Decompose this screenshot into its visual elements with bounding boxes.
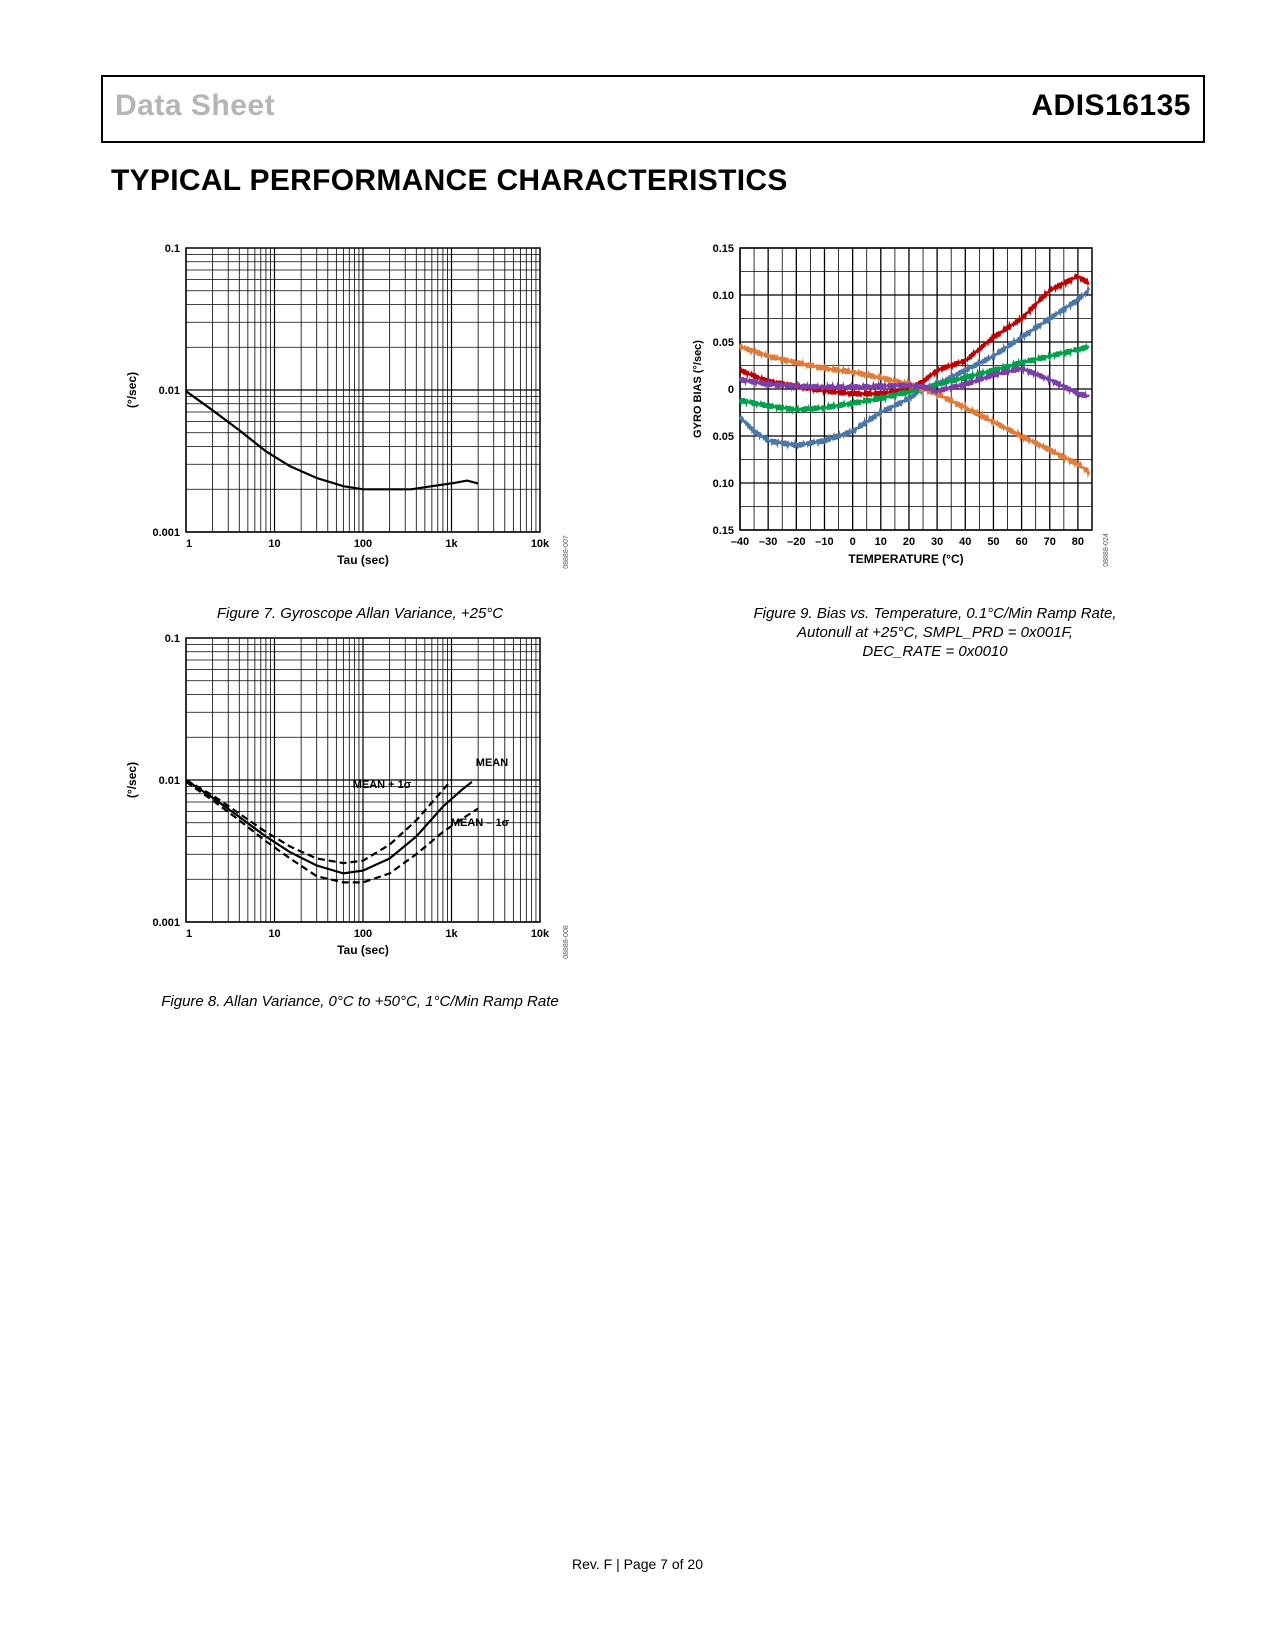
figure-8-chart [120, 630, 600, 985]
figure-7-caption: Figure 7. Gyroscope Allan Variance, +25°C [216, 605, 504, 622]
figure-9-caption [700, 604, 1170, 661]
x-tick-label: 1 [186, 538, 193, 550]
page-header [101, 75, 1205, 143]
y-tick-label: 0.01 [158, 385, 180, 397]
y-tick-label: 0.05 [712, 337, 734, 349]
x-axis-label: Tau (sec) [337, 553, 389, 567]
y-tick-label: 0.1 [164, 633, 180, 645]
y-tick-label: 0.15 [712, 525, 734, 537]
figure-9-chart [692, 240, 1170, 600]
figure-code: 08888-008 [563, 925, 570, 959]
y-tick-label: 0.05 [712, 431, 734, 443]
x-tick-label: 1k [445, 928, 458, 940]
x-tick-label: 80 [1071, 536, 1085, 548]
x-tick-label: 10 [268, 538, 281, 550]
y-tick-label: 0.1 [164, 243, 180, 255]
series-annotation: MEAN + 1σ [352, 779, 412, 791]
y-axis-label: (°/sec) [125, 371, 139, 409]
x-tick-label: 70 [1043, 536, 1056, 548]
series-line [740, 274, 1089, 396]
series-annotation: MEAN [475, 757, 509, 769]
series-line [740, 288, 1089, 448]
figure-9-caption-line-3: DEC_RATE = 0x0010 [862, 643, 1008, 660]
x-tick-label: 100 [353, 928, 373, 940]
x-tick-label: 10k [530, 928, 550, 940]
x-tick-label: 0 [849, 536, 856, 548]
page-footer: Rev. F | Page 7 of 20 [571, 1556, 703, 1572]
x-tick-label: 1 [186, 928, 193, 940]
y-tick-label: 0 [727, 384, 734, 396]
x-tick-label: 1k [445, 538, 458, 550]
x-tick-label: 100 [353, 538, 373, 550]
x-tick-label: 60 [1015, 536, 1028, 548]
x-tick-label: 10 [268, 928, 281, 940]
y-axis-label: GYRO BIAS (°/sec) [692, 340, 704, 438]
series-line [186, 391, 478, 489]
y-tick-label: 0.001 [152, 527, 180, 539]
header-doc-type: Data Sheet [115, 89, 276, 122]
x-tick-label: 50 [987, 536, 1000, 548]
series-line [186, 782, 478, 883]
y-tick-label: 0.10 [712, 478, 734, 490]
header-part-number: ADIS16135 [1031, 89, 1191, 122]
section-title: TYPICAL PERFORMANCE CHARACTERISTICS [111, 164, 788, 197]
y-tick-label: 0.10 [712, 290, 734, 302]
y-tick-label: 0.01 [158, 775, 180, 787]
figure-8-caption: Figure 8. Allan Variance, 0°C to +50°C, 1°C/Min Ramp Rate [161, 993, 559, 1010]
series-annotation: MEAN – 1σ [450, 817, 510, 829]
series-line [740, 345, 1089, 412]
y-tick-label: 0.001 [152, 917, 180, 929]
x-axis-label: TEMPERATURE (°C) [848, 552, 964, 566]
x-tick-label: –20 [787, 536, 806, 548]
figure-code: 08888-007 [563, 535, 570, 569]
x-tick-label: 20 [902, 536, 916, 548]
x-tick-label: 30 [930, 536, 944, 548]
figure-9-caption-line-2: Autonull at +25°C, SMPL_PRD = 0x001F, [797, 624, 1073, 641]
x-tick-label: 10k [530, 538, 550, 550]
x-axis-label: Tau (sec) [337, 943, 389, 957]
x-tick-label: 10 [874, 536, 887, 548]
figure-9-caption-line-1: Figure 9. Bias vs. Temperature, 0.1°C/Min Ramp Rate, [753, 605, 1117, 622]
figure-7-chart [120, 240, 600, 595]
y-tick-label: 0.15 [712, 243, 734, 255]
x-tick-label: –40 [730, 536, 750, 548]
x-tick-label: –10 [815, 536, 834, 548]
y-axis-label: (°/sec) [125, 761, 139, 799]
figure-code: 08888-024 [1103, 533, 1110, 567]
series-line [186, 780, 452, 863]
x-tick-label: –30 [758, 536, 778, 548]
x-tick-label: 40 [959, 536, 972, 548]
